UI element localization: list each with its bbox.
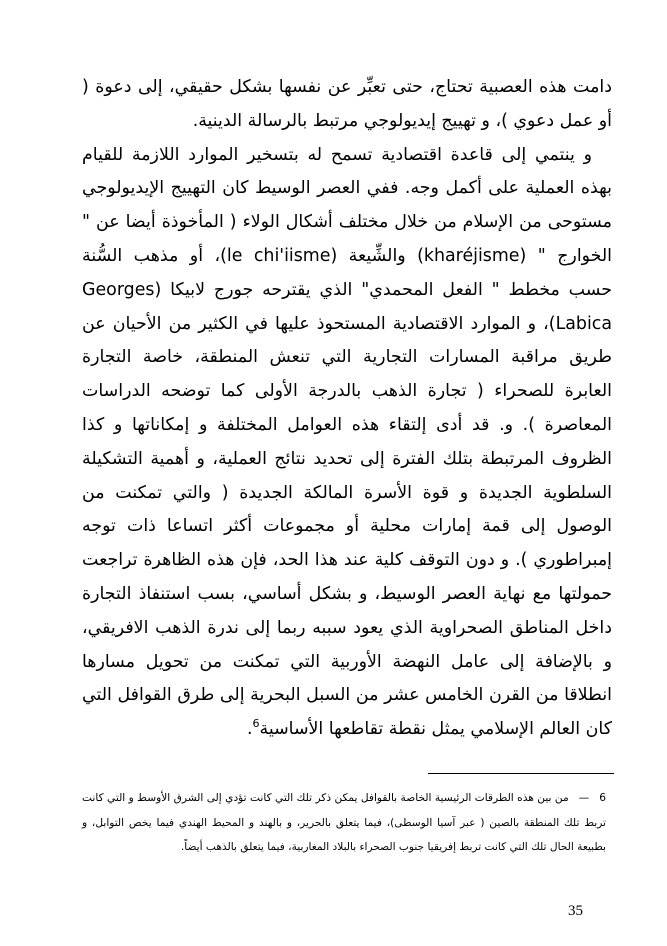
closing-punctuation: .	[246, 719, 253, 740]
paragraph-2	[82, 139, 612, 747]
footnote-dash: —	[578, 792, 590, 804]
paragraph-1: دامت هذه العصبية تحتاج، حتى تعبِّر عن نفسها بشكل حقيقي، إلى دعوة ( أو عمل دعوي )، و تهييج إيديولوجي مرتبط بالرسالة الدينية.	[82, 77, 612, 131]
page-number: 35	[568, 903, 583, 919]
footnote-separator	[428, 773, 614, 774]
footnote	[82, 786, 606, 860]
footnote-number: 6	[599, 792, 606, 804]
footnote-reference[interactable]: 6	[252, 717, 260, 731]
paragraph-2-text: و ينتمي إلى قاعدة اقتصادية تسمح له بتسخير الموارد اللازمة للقيام بهذه العملية على أكمل وجه. ففي العصر الوسيط كان التهييج الإيديولوجي مستوحى من الإسلام من خلال مختلف أشكال الولاء ( المأخوذة أيضا عن " الخوارج " (kharéjisme) والشِّيعة (le chi'iisme)، أو مذهب السُّنة حسب مخطط " الفعل المحمدي" الذي يقترحه جورج لابيكا (Georges Labica)، و الموارد الاقتصادية المستحوذ عليها في الكثير من الأحيان عن طريق مراقبة المسارات التجارية التي تنعش المنطقة، خاصة التجارة العابرة للصحراء ( تجارة الذهب بالدرجة الأولى كما توضحه الدراسات المعاصرة ). و. قد أدى إلتقاء هذه العوامل المختلفة و إمكاناتها و كذا الظروف المرتبطة بتلك الفترة إلى تحديد نتائج العملية، و أهمية التشكيلة السلطوية الجديدة و قوة الأسرة المالكة الجديدة ( والتي تمكنت من الوصول إلى قمة إمارات محلية أو مجموعات أكثر اتساعا ذات توجه إمبراطوري ). و دون التوقف كلية عند هذا الحد، فإن هذه الظاهرة تراجعت حمولتها مع نهاية العصر الوسيط، و بشكل أساسي، بسب استنفاذ التجارة داخل المناطق الصحراوية الذي يعود سببه ربما إلى ندرة الذهب الافريقي، و بالإضافة إلى عامل النهضة الأوربية التي تمكنت من تحويل مسارها انطلاقا من القرن الخامس عشر من السبل البحرية إلى طرق القوافل التي كان العالم الإسلامي يمثل نقطة تقاطعها الأساسية	[82, 144, 612, 740]
body-text	[82, 71, 612, 747]
footnote-text: من بين هذه الطرقات الرئيسية الخاصة بالقوافل يمكن ذكر تلك التي كانت تؤدي إلى الشرق الأوسط و التي كانت تربط تلك المنطقة بالصين ( عبر آسيا الوسطى)، فيما يتعلق بالحرير، و بالهند و المحيط الهندي فيما يخص التوابل، و بطبيعة الحال تلك التي كانت تربط إفريقيا جنوب الصحراء بالبلاد المغاربية، فيما يتعلق بالذهب أيضاً.	[82, 792, 606, 853]
